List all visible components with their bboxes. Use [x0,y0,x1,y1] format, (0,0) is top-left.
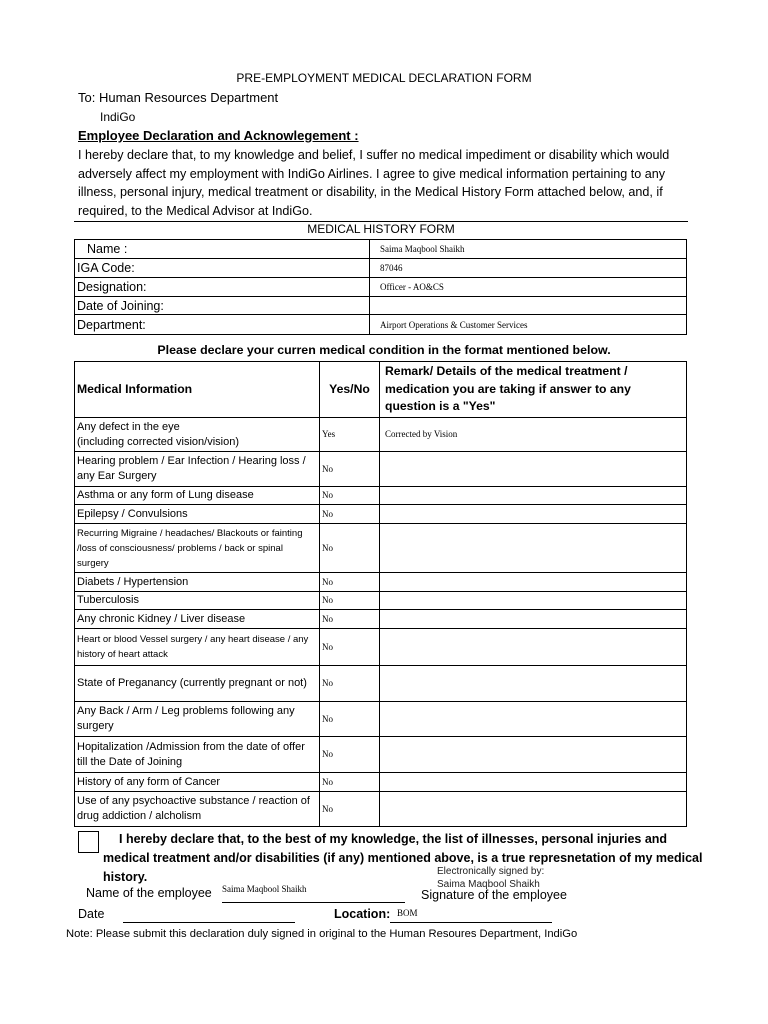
table-row [75,592,687,610]
remark-cell[interactable] [380,505,687,524]
remark-cell[interactable] [380,452,687,487]
answer-cell[interactable]: No [320,629,380,666]
medical-condition-instruction: Please declare your curren medical condition in the format mentioned below. [157,343,611,357]
answer-cell[interactable]: No [320,702,380,737]
esign-name: Saima Maqbool Shaikh [437,879,540,890]
declaration-body: I hereby declare that, to my knowledge and belief, I suffer no medical impediment or disability which would adversely affect my employment with IndiGo Airlines. I agree to give medical information pertaining to any illness, personal injury, medical treatment or disability, in the Medical History Form attached below, and, if required, to the Medical Advisor at IndiGo. [78,148,670,218]
medical-item: Recurring Migraine / headaches/ Blackouts or fainting /loss of consciousness/ problems / back or spinal surgery [75,524,320,573]
location-underline [390,922,552,923]
location-value[interactable]: BOM [397,908,418,918]
table-row [75,573,687,592]
remark-cell[interactable] [380,524,687,573]
medical-condition-table [74,361,687,827]
medical-item: Diabets / Hypertension [75,573,320,592]
table-row [75,629,687,666]
answer-cell[interactable]: No [320,737,380,773]
medical-item: Asthma or any form of Lung disease [75,487,320,505]
medical-item: History of any form of Cancer [75,773,320,792]
table-row [75,737,687,773]
column-header-remark: Remark/ Details of the medical treatment / medication you are taking if answer to any question is a "Yes" [380,362,687,418]
medical-item: Any chronic Kidney / Liver disease [75,610,320,629]
date-of-joining-value[interactable] [370,297,687,315]
medical-item: Epilepsy / Convulsions [75,505,320,524]
table-row [75,666,687,702]
declaration-heading: Employee Declaration and Acknowlegement : [78,128,359,143]
table-header-row [75,362,687,418]
remark-cell[interactable] [380,773,687,792]
employee-name-label: Name of the employee [86,886,212,900]
name-value[interactable]: Saima Maqbool Shaikh [370,240,687,259]
employee-name-value[interactable]: Saima Maqbool Shaikh [222,884,307,894]
esign-label: Electronically signed by: [437,866,545,877]
answer-cell[interactable]: No [320,524,380,573]
answer-cell[interactable]: No [320,592,380,610]
iga-code-value[interactable]: 87046 [370,259,687,278]
info-row-department [75,315,687,335]
department-value[interactable]: Airport Operations & Customer Services [370,315,687,335]
info-label: Department: [75,315,370,335]
date-label: Date [78,907,105,921]
answer-cell[interactable]: No [320,487,380,505]
info-row-date-of-joining [75,297,687,315]
designation-value[interactable]: Officer - AO&CS [370,278,687,297]
medical-item: Use of any psychoactive substance / reaction of drug addiction / alcholism [75,792,320,827]
table-row [75,505,687,524]
info-row-name [75,240,687,259]
medical-item: Heart or blood Vessel surgery / any heart disease / any history of heart attack [75,629,320,666]
info-row-iga-code [75,259,687,278]
remark-cell[interactable] [380,487,687,505]
table-row [75,418,687,452]
answer-cell[interactable]: No [320,505,380,524]
info-label: Date of Joining: [75,297,370,315]
remark-cell[interactable] [380,737,687,773]
medical-item: State of Preganancy (currently pregnant or not) [75,666,320,702]
final-declaration-content: I hereby declare that, to the best of my knowledge, the list of illnesses, personal injuries and medical treatment and/or disabilities (if any) mentioned above, is a true represnetation of my medical history. [103,832,703,884]
remark-cell[interactable] [380,573,687,592]
info-label: Name : [75,240,370,259]
employee-info-table [74,239,687,335]
medical-item: Any defect in the eye (including corrected vision/vision) [75,418,320,452]
answer-cell[interactable]: Yes [320,418,380,452]
recipient-line: To: Human Resources Department [78,90,279,105]
remark-cell[interactable] [380,666,687,702]
column-header-info: Medical Information [75,362,320,418]
table-row [75,452,687,487]
answer-cell[interactable]: No [320,792,380,827]
date-underline [123,922,295,923]
info-row-designation [75,278,687,297]
answer-cell[interactable]: No [320,773,380,792]
answer-cell[interactable]: No [320,610,380,629]
location-label: Location: [334,907,391,921]
table-row [75,702,687,737]
remark-cell[interactable] [380,610,687,629]
info-label: Designation: [75,278,370,297]
table-row [75,524,687,573]
remark-cell[interactable] [380,629,687,666]
recipient-organization: IndiGo [100,110,136,124]
info-label: IGA Code: [75,259,370,278]
footer-note: Note: Please submit this declaration duly signed in original to the Human Resoures Department, IndiGo [66,928,578,940]
table-row [75,487,687,505]
final-declaration-text [103,830,703,887]
medical-history-title: MEDICAL HISTORY FORM [307,222,455,236]
remark-cell[interactable] [380,592,687,610]
medical-item: Hearing problem / Ear Infection / Hearing loss / any Ear Surgery [75,452,320,487]
answer-cell[interactable]: No [320,452,380,487]
medical-item: Hopitalization /Admission from the date of offer till the Date of Joining [75,737,320,773]
answer-cell[interactable]: No [320,666,380,702]
remark-cell[interactable]: Corrected by Vision [380,418,687,452]
column-header-yesno: Yes/No [320,362,380,418]
table-row [75,773,687,792]
answer-cell[interactable]: No [320,573,380,592]
table-row [75,610,687,629]
form-title: PRE-EMPLOYMENT MEDICAL DECLARATION FORM [236,71,532,85]
medical-item: Any Back / Arm / Leg problems following any surgery [75,702,320,737]
remark-cell[interactable] [380,702,687,737]
declaration-checkbox[interactable] [78,831,99,853]
medical-item: Tuberculosis [75,592,320,610]
remark-cell[interactable] [380,792,687,827]
employee-name-underline [222,902,405,903]
table-row [75,792,687,827]
signature-label: Signature of the employee [421,888,567,902]
